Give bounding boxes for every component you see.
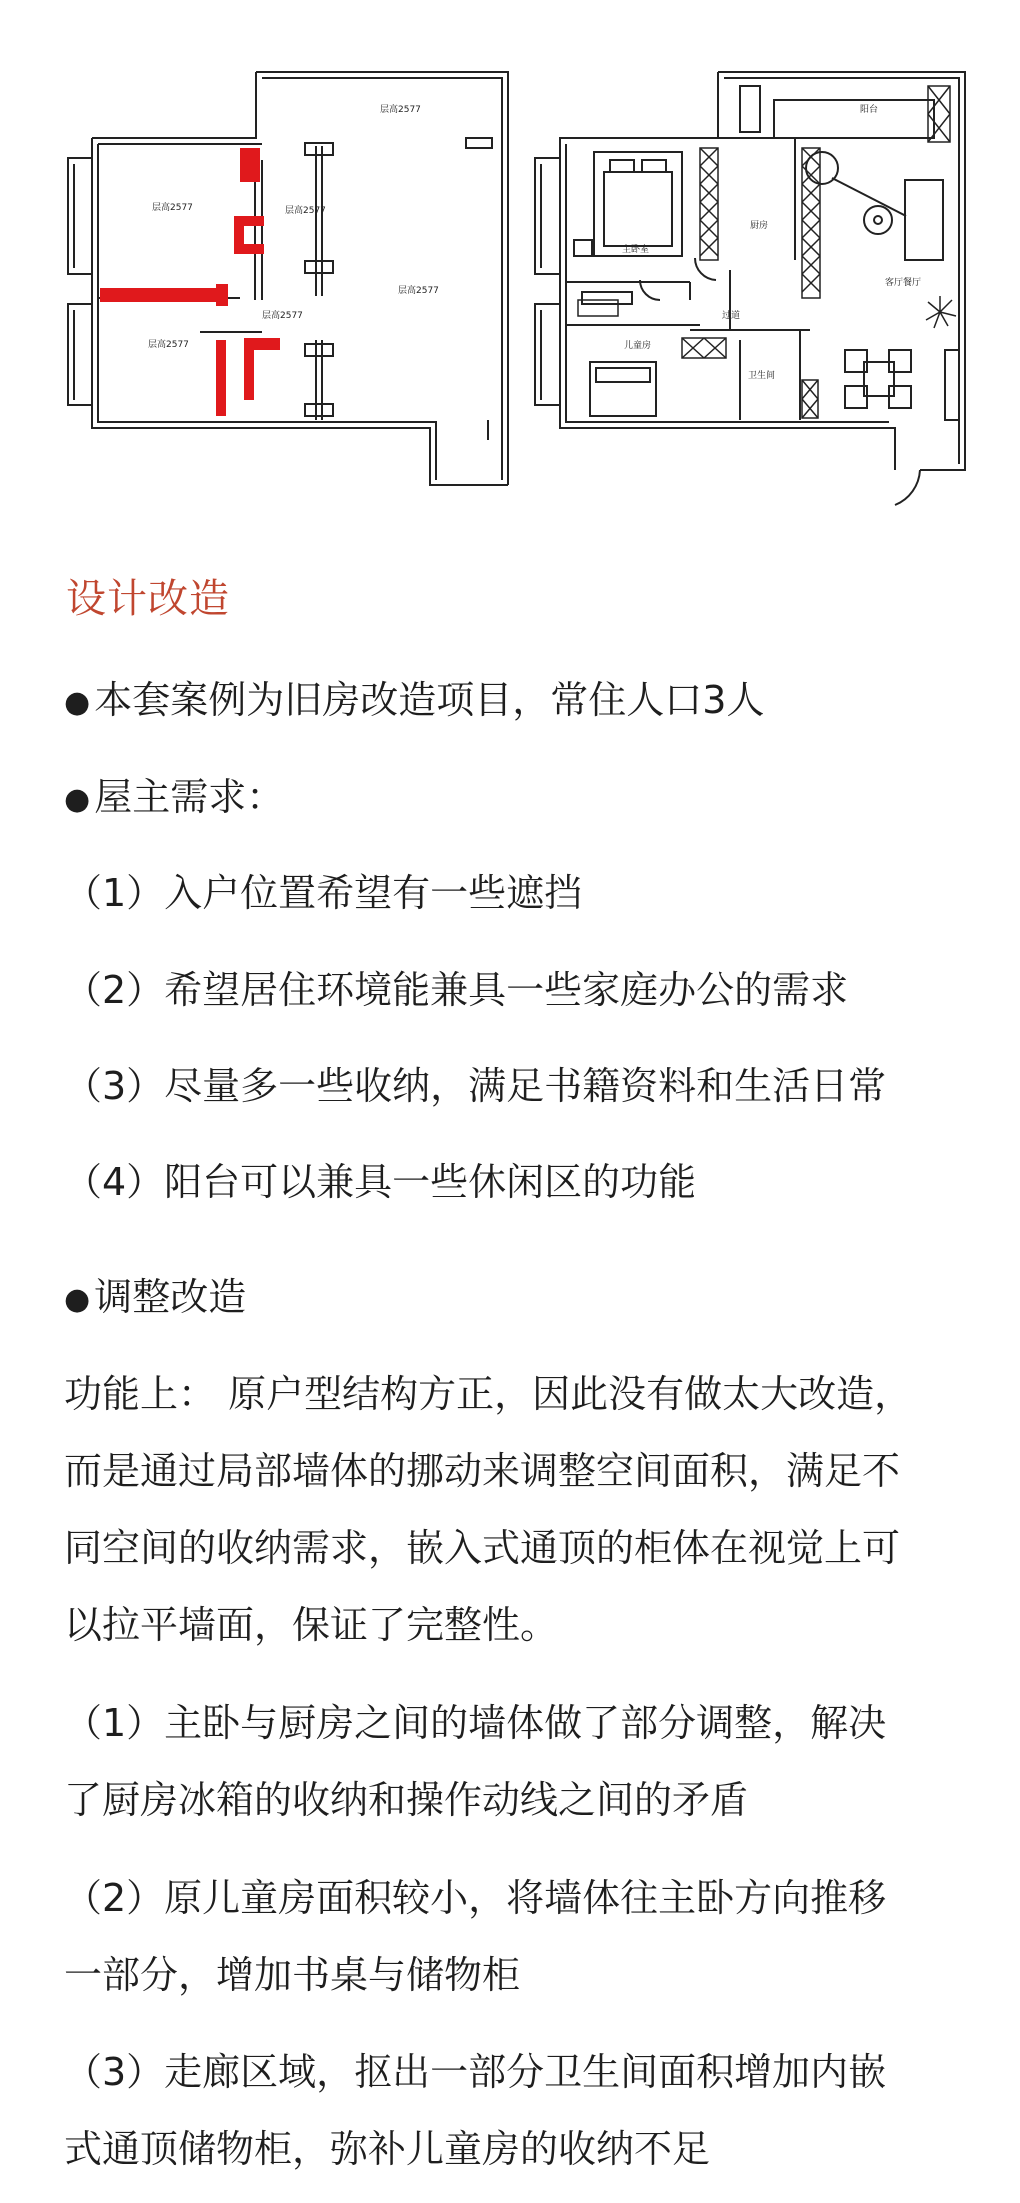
- adjust-item-2: （2）原儿童房面积较小，将墙体往主卧方向推移 一部分，增加书桌与储物柜: [64, 1876, 887, 1997]
- needs-bullet: ● 屋主需求：: [64, 775, 285, 819]
- original-height-labels: [148, 103, 439, 350]
- height-label: 层高2577: [285, 206, 326, 216]
- renovated-floor-plan: [535, 72, 965, 505]
- room-label: 厨房: [750, 221, 769, 231]
- adjust-item-1: （1）主卧与厨房之间的墙体做了部分调整，解决 了厨房冰箱的收纳和操作动线之间的矛盾: [64, 1701, 887, 1822]
- demolition-walls: [100, 148, 280, 416]
- room-label: 客厅餐厅: [885, 278, 922, 288]
- need-item-1: （1）入户位置希望有一些遮挡: [64, 871, 583, 915]
- floor-plans-image: [0, 0, 1020, 520]
- room-label: 主卧室: [622, 245, 650, 255]
- bullet-dot: ●: [64, 684, 91, 720]
- room-label: 儿童房: [624, 341, 652, 351]
- section-title: 设计改造: [66, 576, 230, 622]
- plant-icon: [926, 296, 956, 328]
- need-item-2: （2）希望居住环境能兼具一些家庭办公的需求: [64, 968, 849, 1012]
- need-item-3: （3）尽量多一些收纳，满足书籍资料和生活日常: [64, 1064, 887, 1108]
- adjust-item-3: （3）走廊区域，抠出一部分卫生间面积增加内嵌 式通顶储物柜，弥补儿童房的收纳不足: [64, 2050, 887, 2171]
- room-label: 阳台: [860, 105, 879, 115]
- height-label: 层高2577: [148, 340, 189, 350]
- bullet-dot: ●: [64, 1281, 91, 1317]
- room-label: 卫生间: [748, 371, 776, 381]
- adjust-bullet: ● 调整改造: [64, 1275, 247, 1319]
- height-label: 层高2577: [262, 311, 303, 321]
- room-label: 过道: [722, 311, 741, 321]
- height-label: 层高2577: [152, 203, 193, 213]
- bullet-dot: ●: [64, 781, 91, 817]
- renovated-room-labels: [622, 103, 921, 381]
- height-label: 层高2577: [398, 286, 439, 296]
- height-label: 层高2577: [380, 105, 421, 115]
- original-floor-plan: [68, 72, 508, 485]
- intro-bullet: ● 本套案例为旧房改造项目，常住人口3人: [64, 678, 765, 722]
- need-item-4: （4）阳台可以兼具一些休闲区的功能: [64, 1160, 697, 1204]
- function-paragraph: 功能上： 原户型结构方正，因此没有做太大改造， 而是通过局部墙体的挪动来调整空间面积，满足不 同空间的收纳需求，嵌入式通顶的柜体在视觉上可 以拉平墙面，保证了完整性。: [64, 1372, 913, 1647]
